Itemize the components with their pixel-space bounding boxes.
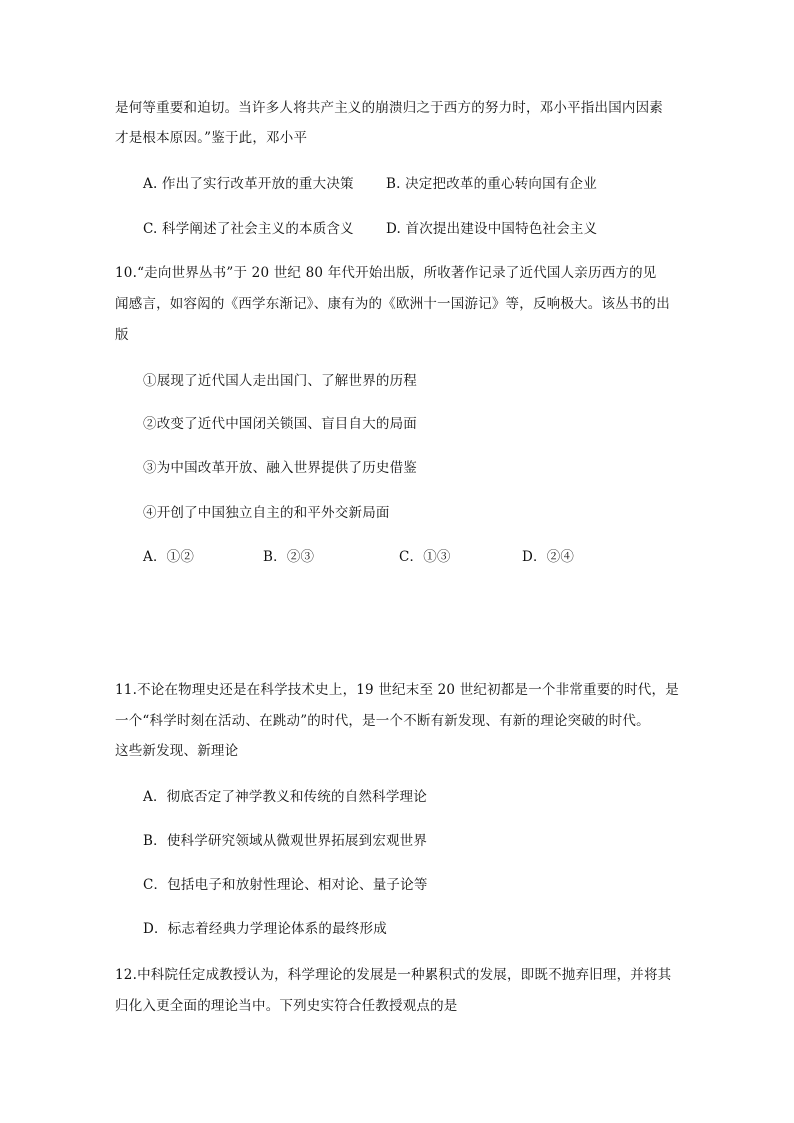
- q10-stem-line-3: 版: [115, 327, 129, 343]
- q10-stem-line-2: 闻感言，如容闳的《西学东渐记》、康有为的《欧洲十一国游记》等，反响极大。该丛书的出: [115, 296, 670, 312]
- q11-stem-line-2: 一个“科学时刻在活动、在跳动”的时代，是一个不断有新发现、有新的理论突破的时代。: [115, 713, 650, 729]
- q9-option-a: A. 作出了实行改革开放的重大决策: [143, 176, 354, 192]
- q12-stem-line-2: 归化入更全面的理论当中。下列史实符合任教授观点的是: [115, 998, 458, 1014]
- q11-stem-line-1: 11.不论在物理史还是在科学技术史上，19 世纪末至 20 世纪初都是一个非常重要的时代，是: [115, 682, 679, 698]
- q11-stem-line-3: 这些新发现、新理论: [115, 743, 239, 759]
- q9-option-d: D. 首次提出建设中国特色社会主义: [386, 221, 598, 237]
- q10-statement-2: ②改变了近代中国闭关锁国、盲目自大的局面: [143, 416, 417, 432]
- q9-stem-line-1: 是何等重要和迫切。当许多人将共产主义的崩溃归之于西方的努力时，邓小平指出国内因素: [115, 100, 663, 116]
- q12-stem-line-1: 12.中科院任定成教授认为，科学理论的发展是一种累积式的发展，即既不抛弃旧理，并将其: [115, 967, 672, 983]
- q10-option-a: A．①②: [143, 549, 195, 565]
- q11-option-a: A．彻底否定了神学教义和传统的自然科学理论: [143, 789, 427, 805]
- q10-option-b: B．②③: [263, 549, 315, 565]
- q10-option-c: C．①③: [399, 549, 451, 565]
- q9-option-b: B. 决定把改革的重心转向国有企业: [386, 176, 597, 192]
- q11-option-c: C．包括电子和放射性理论、相对论、量子论等: [143, 877, 428, 893]
- q10-stem-line-1: 10.“走向世界丛书”于 20 世纪 80 年代开始出版，所收著作记录了近代国人亲历西方的见: [115, 265, 657, 281]
- q9-stem-line-2: 才是根本原因。”鉴于此，邓小平: [115, 130, 308, 146]
- q10-statement-1: ①展现了近代国人走出国门、了解世界的历程: [143, 373, 417, 389]
- q9-option-c: C. 科学阐述了社会主义的本质含义: [143, 221, 354, 237]
- q10-statement-4: ④开创了中国独立自主的和平外交新局面: [143, 505, 390, 521]
- q10-statement-3: ③为中国改革开放、融入世界提供了历史借鉴: [143, 460, 417, 476]
- q10-option-d: D．②④: [522, 549, 575, 565]
- q11-option-d: D．标志着经典力学理论体系的最终形成: [143, 921, 387, 937]
- q11-option-b: B．使科学研究领域从微观世界拓展到宏观世界: [143, 833, 428, 849]
